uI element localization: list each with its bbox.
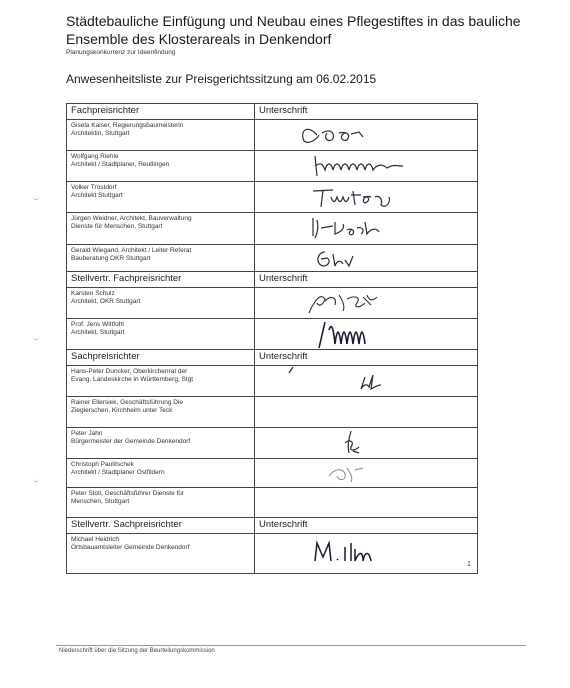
signature-icon xyxy=(259,535,474,571)
page-number: 1 xyxy=(467,561,471,568)
member-row xyxy=(67,151,478,182)
member-name: Rainer Ellersiek, Geschäftsführung Die xyxy=(71,399,183,406)
member-cell xyxy=(67,182,255,213)
member-cell xyxy=(67,288,255,319)
signature-cell xyxy=(255,245,478,272)
member-cell xyxy=(67,120,255,151)
member-row xyxy=(67,459,478,488)
member-cell xyxy=(67,397,255,428)
document-title: Städtebauliche Einfügung und Neubau eines Pflegestiftes in das bauliche Ensemble des Klosterareals in Denkendorf xyxy=(66,13,521,47)
document-subtitle: Planungskonkurrenz zur Ideenfindung xyxy=(66,49,176,56)
member-role: Zieglerschen, Kirchheim unter Teck xyxy=(71,407,173,414)
signature-icon xyxy=(259,183,474,211)
member-row xyxy=(67,366,478,397)
signature-column-header: Unterschrift xyxy=(255,518,478,534)
document-footer: Niederschrift über die Sitzung der Beurteilungskommission xyxy=(59,648,215,654)
member-row xyxy=(67,397,478,428)
member-row xyxy=(67,245,478,272)
member-row xyxy=(67,428,478,459)
signature-cell xyxy=(255,120,478,151)
signature-cell xyxy=(255,319,478,350)
signature-cell xyxy=(255,151,478,182)
member-name: Prof. Jens Wittfoht xyxy=(71,321,125,328)
section-header-row xyxy=(67,104,478,120)
signature-cell xyxy=(255,459,478,488)
member-name: Gisela Kaiser, Regierungsbaumeisterin xyxy=(71,122,184,129)
signature-cell xyxy=(255,534,478,574)
member-cell xyxy=(67,366,255,397)
signature-icon xyxy=(259,121,474,149)
member-role: Ortsbauamtsleiter Gemeinde Denkendorf xyxy=(71,544,190,551)
member-name: Peter Stoll, Geschäftsführer Dienste für xyxy=(71,490,185,497)
section-title: Fachpreisrichter xyxy=(67,104,255,120)
section-header-row xyxy=(67,350,478,366)
member-name: Jürgen Weidner, Architekt, Bauverwaltung xyxy=(71,215,192,222)
member-cell xyxy=(67,488,255,518)
attendance-table xyxy=(66,103,478,574)
member-name: Michael Heidrich xyxy=(71,536,120,543)
member-role: Bürgermeister der Gemeinde Denkendorf xyxy=(71,438,191,445)
signature-cell xyxy=(255,288,478,319)
member-role: Architekt / Stadtplaner Ostfildern xyxy=(71,469,165,476)
signature-cell xyxy=(255,488,478,518)
member-role: Architekt / Stadtplaner, Reutlingen xyxy=(71,161,170,168)
scan-artifact xyxy=(33,478,39,482)
member-role: Dienste für Menschen, Stuttgart xyxy=(71,223,163,230)
member-name: Hans-Peter Duncker, Oberkirchenrat der xyxy=(71,368,188,375)
member-cell xyxy=(67,459,255,488)
signature-cell xyxy=(255,213,478,245)
section-header-row xyxy=(67,518,478,534)
member-row xyxy=(67,182,478,213)
member-row xyxy=(67,213,478,245)
section-title: Stellvertr. Sachpreisrichter xyxy=(67,518,255,534)
section-title: Stellvertr. Fachpreisrichter xyxy=(67,272,255,288)
footer-divider xyxy=(56,645,526,646)
signature-icon xyxy=(259,367,474,395)
member-role: Architekt, OKR Stuttgart xyxy=(71,298,141,305)
signature-icon xyxy=(259,214,474,243)
member-row xyxy=(67,488,478,518)
scan-artifact xyxy=(33,336,39,340)
signature-icon xyxy=(259,246,474,270)
member-role: Menschen, Stuttgart xyxy=(71,498,130,505)
member-cell xyxy=(67,428,255,459)
signature-cell xyxy=(255,428,478,459)
signature-column-header: Unterschrift xyxy=(255,104,478,120)
member-name: Karsten Schulz xyxy=(71,290,115,297)
section-title: Sachpreisrichter xyxy=(67,350,255,366)
signature-cell xyxy=(255,182,478,213)
signature-icon xyxy=(259,460,474,486)
member-name: Wolfgang Riehle xyxy=(71,153,119,160)
signature-icon xyxy=(259,320,474,348)
member-row xyxy=(67,120,478,151)
member-name: Peter Jahn xyxy=(71,430,103,437)
member-row xyxy=(67,534,478,574)
signature-cell xyxy=(255,397,478,428)
signature-icon xyxy=(259,289,474,317)
signature-column-header: Unterschrift xyxy=(255,350,478,366)
member-row xyxy=(67,319,478,350)
member-cell xyxy=(67,245,255,272)
member-name: Christoph Paulitschek xyxy=(71,461,134,468)
member-role: Architekt Stuttgart xyxy=(71,192,123,199)
member-role: Bauberatung OKR Stuttgart xyxy=(71,255,151,262)
member-cell xyxy=(67,151,255,182)
member-name: Volker Trostdorf xyxy=(71,184,117,191)
member-role: Architektin, Stuttgart xyxy=(71,130,130,137)
member-row xyxy=(67,288,478,319)
signature-column-header: Unterschrift xyxy=(255,272,478,288)
signature-icon xyxy=(259,152,474,180)
section-header-row xyxy=(67,272,478,288)
member-role: Evang. Landeskirche in Württemberg, Stgt xyxy=(71,376,194,383)
signature-icon xyxy=(259,429,474,457)
member-role: Architekt, Stuttgart xyxy=(71,329,125,336)
member-cell xyxy=(67,534,255,574)
member-name: Gerald Wiegand, Architekt / Leiter Referat xyxy=(71,247,192,254)
member-cell xyxy=(67,319,255,350)
member-cell xyxy=(67,213,255,245)
signature-cell xyxy=(255,366,478,397)
scan-artifact xyxy=(33,196,39,200)
attendance-heading: Anwesenheitsliste zur Preisgerichtssitzung am 06.02.2015 xyxy=(66,72,377,86)
